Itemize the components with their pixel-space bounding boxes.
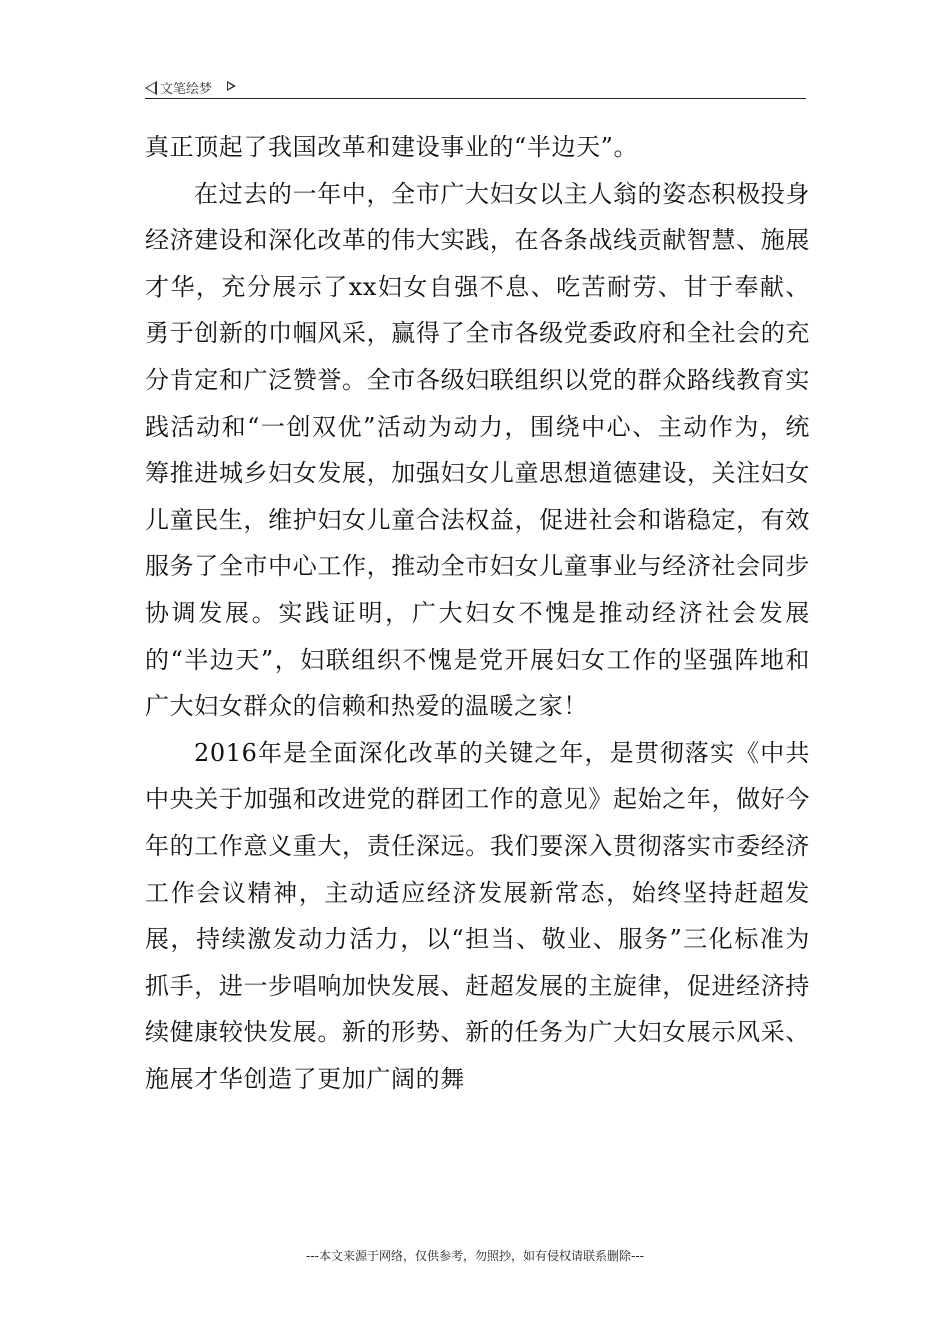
triangle-right-icon [227,81,236,91]
triangle-left-icon [145,81,157,95]
header-brand-text: 文笔绘梦 [160,82,213,97]
paragraph-2: 在过去的一年中，全市广大妇女以主人翁的姿态积极投身经济建设和深化改革的伟大实践，在各条战线贡献智慧、施展才华，充分展示了xx妇女自强不息、吃苦耐劳、甘于奉献、勇于创新的巾帼风采，赢得了全市各级党委政府和全社会的充分肯定和广泛赞誉。全市各级妇联组织以党的群众路线教育实践活动和“一创双优”活动为动力，围绕中心、主动作为，统筹推进城乡妇女发展，加强妇女儿童思想道德建设，关注妇女儿童民生，维护妇女儿童合法权益，促进社会和谐稳定，有效服务了全市中心工作，推动全市妇女儿童事业与经济社会同步协调发展。实践证明，广大妇女不愧是推动经济社会发展的“半边天”，妇联组织不愧是党开展妇女工作的坚强阵地和广大妇女群众的信赖和热爱的温暖之家！ [145,179,810,721]
paragraph-1: 真正顶起了我国改革和建设事业的“半边天”。 [145,133,639,161]
page-header [145,74,806,99]
header-brand [145,78,236,97]
document-body [145,124,810,1102]
footer-disclaimer: ---本文来源于网络，仅供参考，勿照抄，如有侵权请联系删除--- [306,1249,644,1263]
paragraph-3: 2016年是全面深化改革的关键之年，是贯彻落实《中共中央关于加强和改进党的群团工作的意见》起始之年，做好今年的工作意义重大，责任深远。我们要深入贯彻落实市委经济工作会议精神，主动适应经济发展新常态，始终坚持赶超发展，持续激发动力活力，以“担当、敬业、服务”三化标准为抓手，进一步唱响加快发展、赶超发展的主旋律，促进经济持续健康较快发展。新的形势、新的任务为广大妇女展示风采、施展才华创造了更加广阔的舞 [145,738,810,1093]
